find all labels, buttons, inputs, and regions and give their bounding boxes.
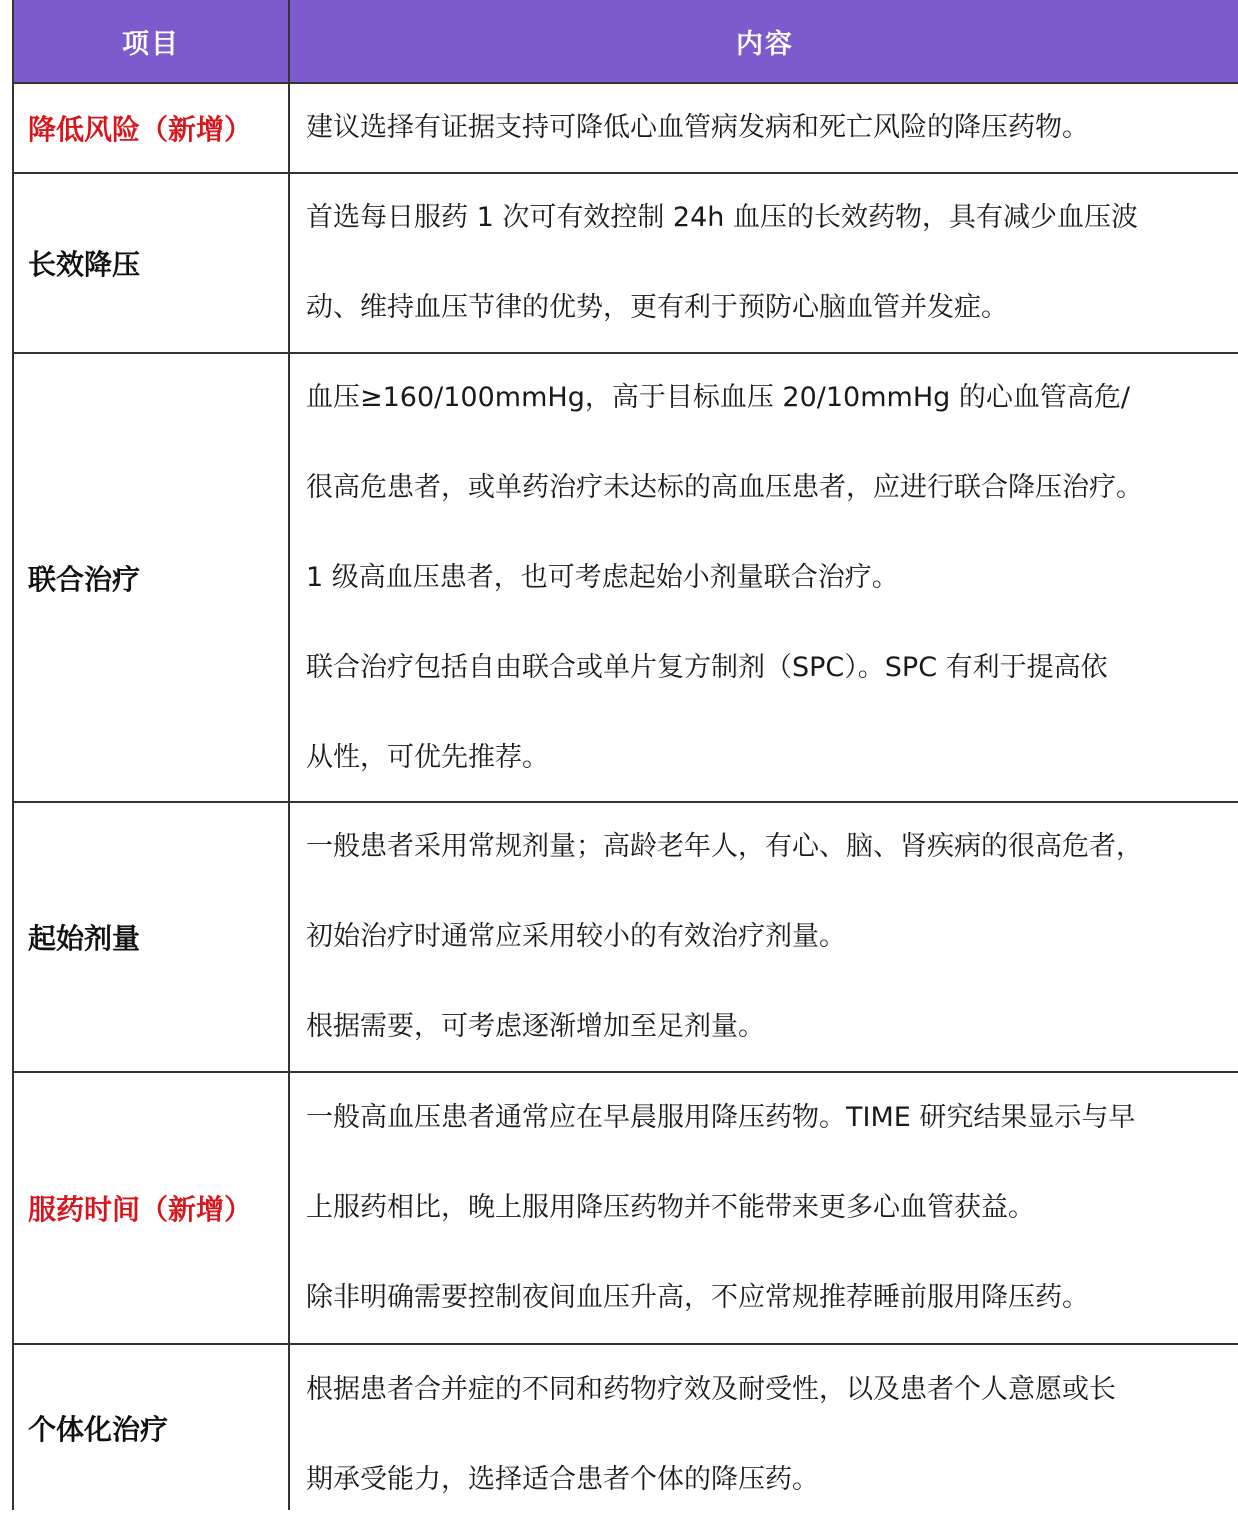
content-line: 根据患者合并症的不同和药物疗效及耐受性，以及患者个人意愿或长 — [306, 1374, 1116, 1405]
content-line: 很高危患者，或单药治疗未达标的高血压患者，应进行联合降压治疗。 — [306, 471, 1143, 503]
content-line: 一般患者采用常规剂量；高龄老年人，有心、脑、肾疾病的很高危者， — [306, 831, 1143, 862]
content-cell — [290, 174, 1238, 352]
item-label-reduce-risk: 降低风险（新增） — [28, 113, 253, 146]
header-item-label: 项目 — [122, 28, 180, 60]
header-item-column — [14, 0, 290, 82]
content-cell — [290, 1345, 1238, 1510]
item-label-combination: 联合治疗 — [28, 562, 141, 596]
table-row — [14, 1345, 1238, 1510]
table-row — [14, 803, 1238, 1073]
item-cell — [14, 354, 290, 801]
content-line: 根据需要，可考虑逐渐增加至足剂量。 — [306, 1011, 765, 1042]
content-line: 联合治疗包括自由联合或单片复方制剂（SPC）。SPC 有利于提高依 — [306, 651, 1108, 683]
content-line: 一般高血压患者通常应在早晨服用降压药物。TIME 研究结果显示与早 — [306, 1102, 1136, 1133]
table-row — [14, 354, 1238, 803]
item-cell — [14, 1073, 290, 1343]
content-line: 期承受能力，选择适合患者个体的降压药。 — [306, 1464, 819, 1495]
content-line: 上服药相比，晚上服用降压药物并不能带来更多心血管获益。 — [306, 1192, 1035, 1223]
item-cell — [14, 174, 290, 352]
content-cell — [290, 1073, 1238, 1343]
item-cell — [14, 803, 290, 1071]
content-line: 首选每日服药 1 次可有效控制 24h 血压的长效药物，具有减少血压波 — [306, 202, 1138, 233]
content-cell — [290, 354, 1238, 801]
table-row — [14, 84, 1238, 174]
content-line: 血压≥160/100mmHg，高于目标血压 20/10mmHg 的心血管高危/ — [306, 381, 1130, 413]
content-line: 从性，可优先推荐。 — [306, 741, 549, 773]
content-line: 初始治疗时通常应采用较小的有效治疗剂量。 — [306, 921, 846, 952]
item-cell — [14, 1345, 290, 1510]
item-label-long-acting: 长效降压 — [28, 248, 141, 281]
content-line: 除非明确需要控制夜间血压升高，不应常规推荐睡前服用降压药。 — [306, 1282, 1089, 1313]
content-line: 1 级高血压患者，也可考虑起始小剂量联合治疗。 — [306, 561, 899, 593]
item-label-individualized: 个体化治疗 — [28, 1412, 169, 1446]
item-label-initial-dose: 起始剂量 — [28, 922, 141, 955]
guideline-table — [12, 0, 1238, 1510]
header-content-label: 内容 — [736, 28, 794, 60]
table-header — [14, 0, 1238, 84]
content-line: 动、维持血压节律的优势，更有利于预防心脑血管并发症。 — [306, 292, 1008, 323]
item-cell — [14, 84, 290, 172]
header-content-column — [290, 0, 1238, 82]
table-row — [14, 174, 1238, 354]
content-cell — [290, 803, 1238, 1071]
table-row — [14, 1073, 1238, 1345]
content-cell — [290, 84, 1238, 172]
content-line: 建议选择有证据支持可降低心血管病发病和死亡风险的降压药物。 — [306, 112, 1089, 143]
item-label-dosing-time: 服药时间（新增） — [28, 1193, 253, 1226]
